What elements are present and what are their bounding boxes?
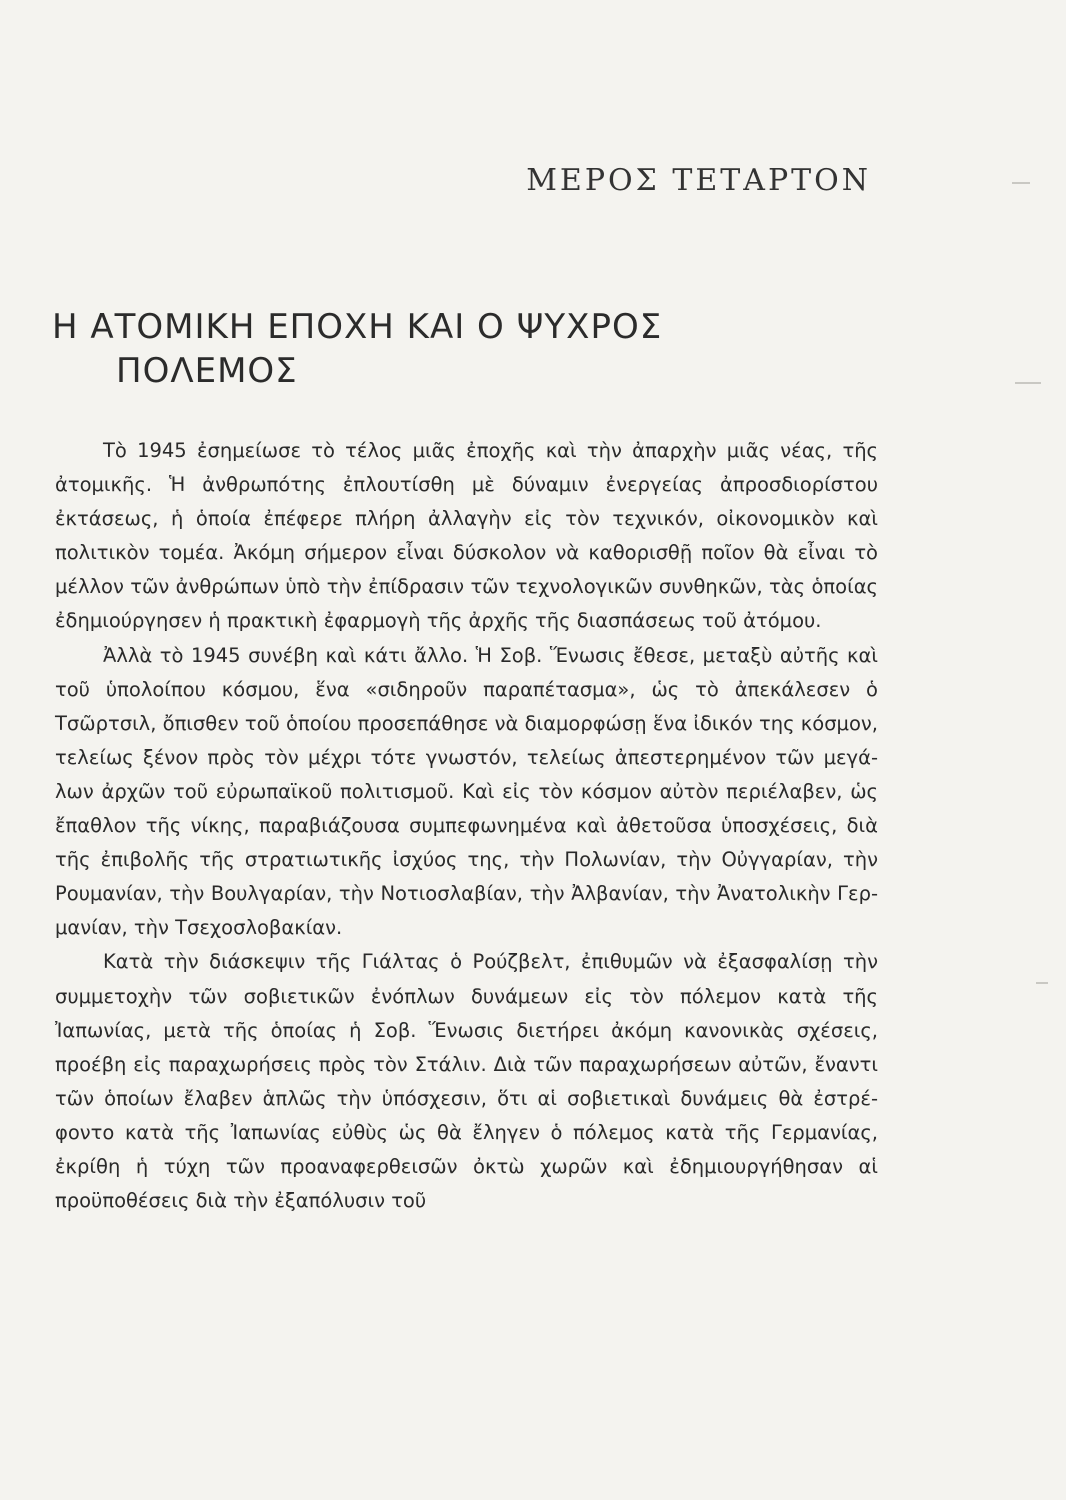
paragraph-3: Κατὰ τὴν διάσκεψιν τῆς Γιάλτας ὁ Ρούζβελτ, ἐπιθυμῶν νὰ ἐξασφαλίσῃ τὴν συμμετοχὴν τῶν σοβιετικῶν ἐνόπλων δυνάμεων εἰς τὸν πόλεμον κατὰ τῆς Ἰαπωνίας, μετὰ τῆς ὁποίας ἡ Σοβ. Ἕνωσις διετήρει ἀκόμη κανονικὰς σχέσεις, προέβη εἰς παραχωρήσεις πρὸς τὸν Στάλιν. Διὰ τῶν παραχωρήσεων αὐτῶν, ἔναντι τῶν ὁποίων ἔλαβεν ἁπλῶς τὴν ὑπόσχεσιν, ὅτι αἱ σοβιετικαὶ δυνάμεις θὰ ἐστρέφοντο κατὰ τῆς Ἰαπωνίας εὐθὺς ὡς θὰ ἔληγεν ὁ πόλεμος κατὰ τῆς Γερμανίας, ἐκρίθη ἡ τύχη τῶν προαναφερθεισῶν ὀκτὼ χωρῶν καὶ ἐδημιουργήθησαν αἱ προϋποθέσεις διὰ τὴν ἐξαπόλυσιν τοῦ (55, 950, 878, 1213)
chapter-title-line2: ΠΟΛΕΜΟΣ (116, 351, 298, 391)
margin-mark-middle (1015, 382, 1041, 384)
chapter-title (52, 305, 832, 393)
paragraph-1: Τὸ 1945 ἐσημείωσε τὸ τέλος μιᾶς ἐποχῆς καὶ τὴν ἀπαρχὴν μιᾶς νέας, τῆς ἀτομικῆς. Ἡ ἀνθρωπότης ἐπλουτίσθη μὲ δύναμιν ἐνεργείας ἀπροσδιορίστου ἐκτάσεως, ἡ ὁποία ἐπέφερε πλήρη ἀλλαγὴν εἰς τὸν τεχνικόν, οἰκονομικὸν καὶ πολιτικὸν τομέα. Ἀκόμη σήμερον εἶναι δύσκολον νὰ καθορισθῇ ποῖον θὰ εἶναι τὸ μέλλον τῶν ἀνθρώπων ὑπὸ τὴν ἐπίδρασιν τῶν τεχνολογικῶν συνθηκῶν, τὰς ὁποίας ἐδημιούργησεν ἡ πρακτικὴ ἐφαρμογὴ τῆς ἀρχῆς τῆς διασπάσεως τοῦ ἀτόμου. (55, 439, 878, 633)
body-text (55, 434, 878, 1218)
margin-mark-top (1012, 182, 1030, 184)
margin-mark-lower (1036, 982, 1048, 984)
chapter-title-line1: Η ΑΤΟΜΙΚΗ ΕΠΟΧΗ ΚΑΙ Ο ΨΥΧΡΟΣ (52, 307, 663, 347)
paragraph-2: Ἀλλὰ τὸ 1945 συνέβη καὶ κάτι ἄλλο. Ἡ Σοβ. Ἕνωσις ἔθεσε, μεταξὺ αὐτῆς καὶ τοῦ ὑπολοίπου κόσμου, ἕνα «σιδηροῦν παραπέτασμα», ὡς τὸ ἀπεκάλεσεν ὁ Τσῶρτσιλ, ὄπισθεν τοῦ ὁποίου προσεπάθησε νὰ διαμορφώσῃ ἕνα ἰδικόν της κόσμον, τελείως ξένον πρὸς τὸν μέχρι τότε γνωστόν, τελείως ἀπεστερημένον τῶν μεγάλων ἀρχῶν τοῦ εὐρωπαϊκοῦ πολιτισμοῦ. Καὶ εἰς τὸν κόσμον αὐτὸν περιέλαβεν, ὡς ἔπαθλον τῆς νίκης, παραβιάζουσα συμπεφωνημένα καὶ ἀθετοῦσα ὑποσχέσεις, διὰ τῆς ἐπιβολῆς τῆς στρατιωτικῆς ἰσχύος της, τὴν Πολωνίαν, τὴν Οὐγγαρίαν, τὴν Ρουμανίαν, τὴν Βουλγαρίαν, τὴν Νοτιοσλαβίαν, τὴν Ἀλβανίαν, τὴν Ἀνατολικὴν Γερμανίαν, τὴν Τσεχοσλοβακίαν. (55, 643, 878, 940)
part-title: ΜΕΡΟΣ ΤΕΤΑΡΤΟΝ (526, 163, 871, 198)
